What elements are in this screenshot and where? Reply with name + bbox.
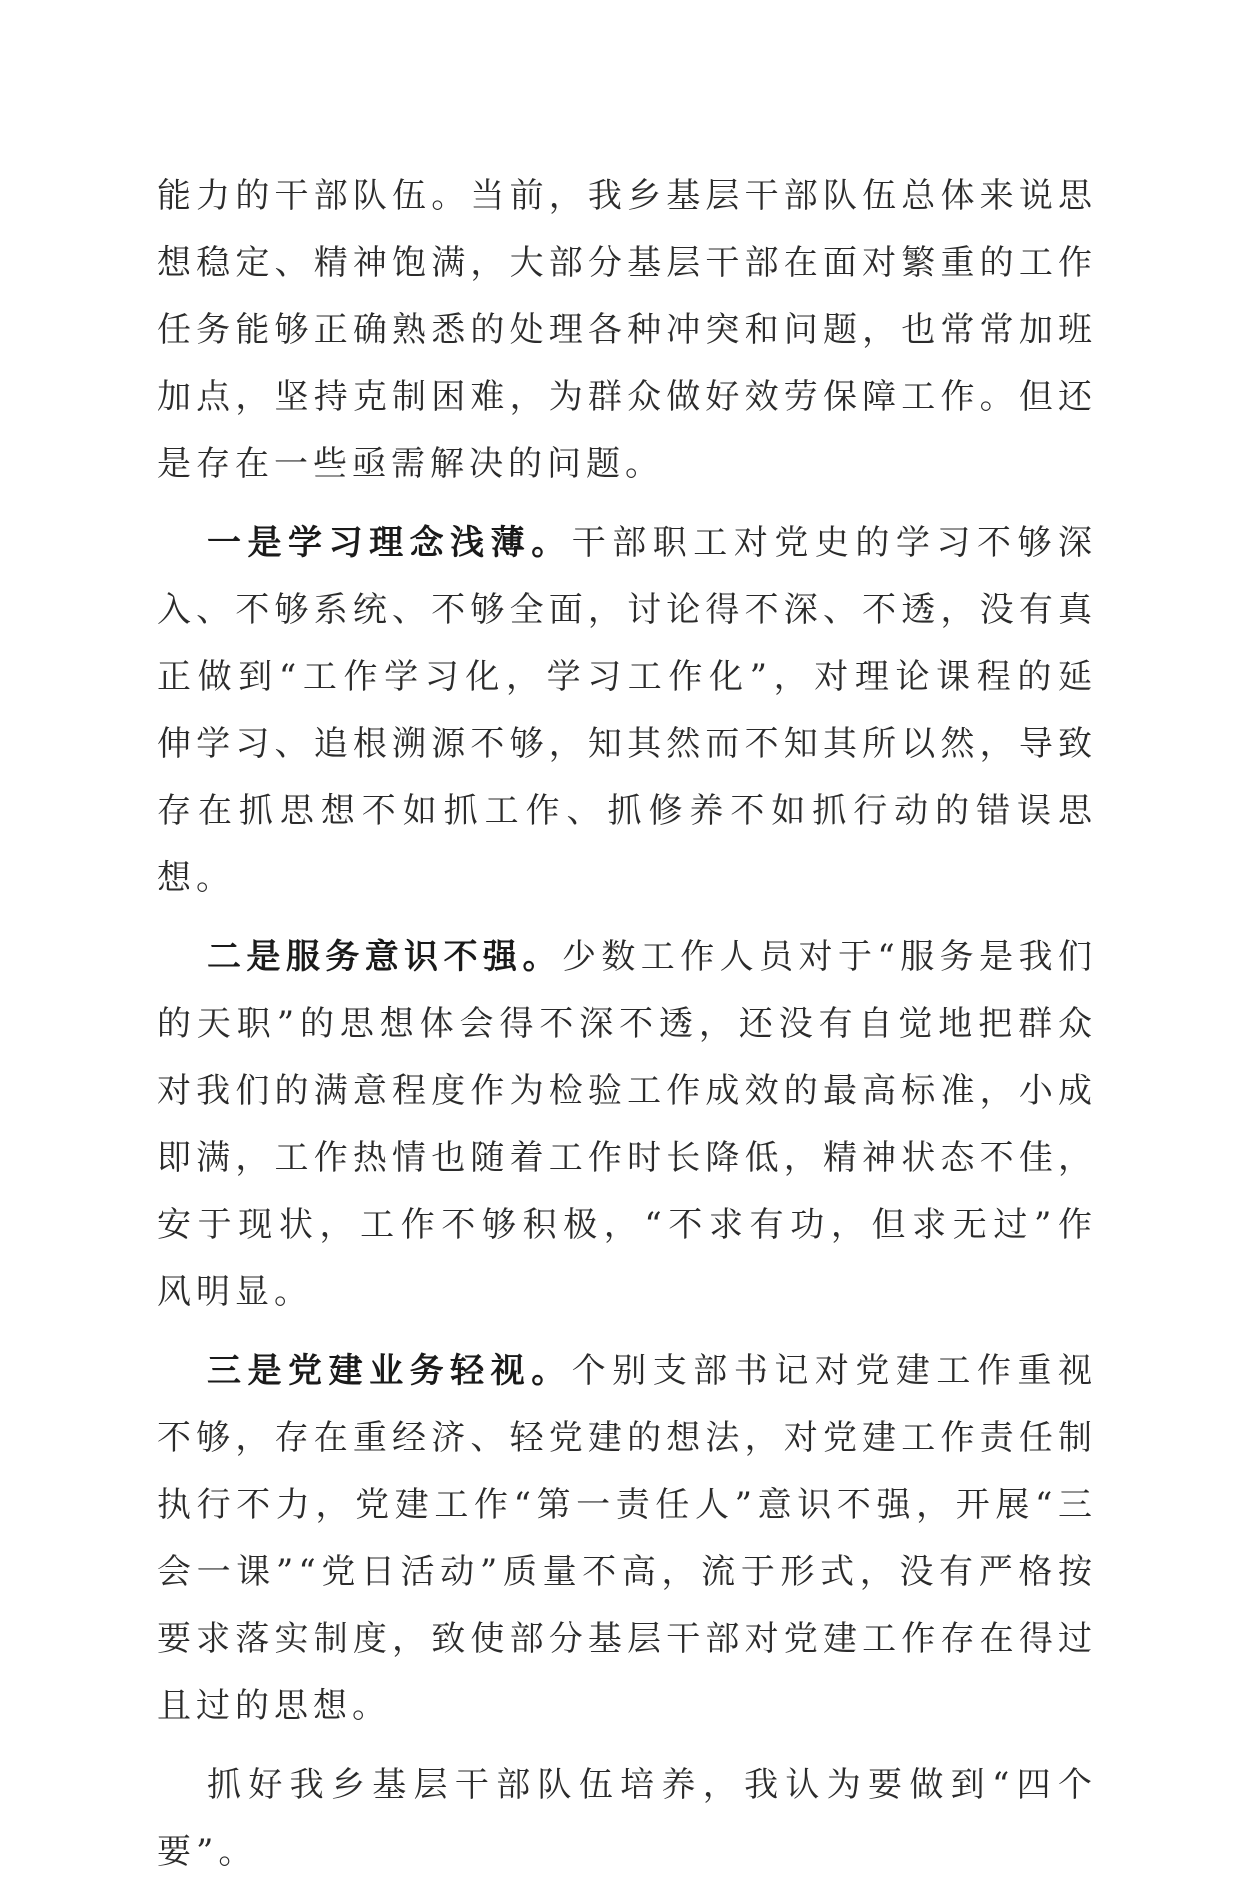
- paragraph-four-requirements: [157, 1752, 1097, 1886]
- paragraph-party-building: [157, 1338, 1097, 1740]
- paragraph-text: 个别支部书记对党建工作重视不够，存在重经济、轻党建的想法，对党建工作责任制执行不力，党建工作“第一责任人”意识不强，开展“三会一课”“党日活动”质量不高，流于形式，没有严格按要求落实制度，致使部分基层干部对党建工作存在得过且过的思想。: [157, 1351, 1098, 1726]
- paragraph-text: 抓好我乡基层干部队伍培养，我认为要做到“四个要”。: [157, 1765, 1097, 1872]
- paragraph-lead-heading: 一是学习理念浅薄。: [207, 523, 572, 563]
- paragraph-lead-heading: 二是服务意识不强。: [207, 937, 562, 977]
- paragraph-learning-concept: [157, 510, 1097, 912]
- paragraph-text: 干部职工对党史的学习不够深入、不够系统、不够全面，讨论得不深、不透，没有真正做到“工作学习化，学习工作化”，对理论课程的延伸学习、追根溯源不够，知其然而不知其所以然，导致存在抓思想不如抓工作、抓修养不如抓行动的错误思想。: [157, 523, 1098, 898]
- paragraph-text: 能力的干部队伍。当前，我乡基层干部队伍总体来说思想稳定、精神饱满，大部分基层干部在面对繁重的工作任务能够正确熟悉的处理各种冲突和问题，也常常加班加点，坚持克制困难，为群众做好效劳保障工作。但还是存在一些亟需解决的问题。: [157, 176, 1097, 484]
- paragraph-lead-heading: 三是党建业务轻视。: [207, 1351, 572, 1391]
- paragraph-continuation: [157, 163, 1097, 498]
- paragraph-service-awareness: [157, 924, 1097, 1326]
- document-body: [157, 163, 1097, 1886]
- paragraph-text: 少数工作人员对于“服务是我们的天职”的思想体会得不深不透，还没有自觉地把群众对我们的满意程度作为检验工作成效的最高标准，小成即满，工作热情也随着工作时长降低，精神状态不佳，安于现状，工作不够积极，“不求有功，但求无过”作风明显。: [157, 937, 1097, 1312]
